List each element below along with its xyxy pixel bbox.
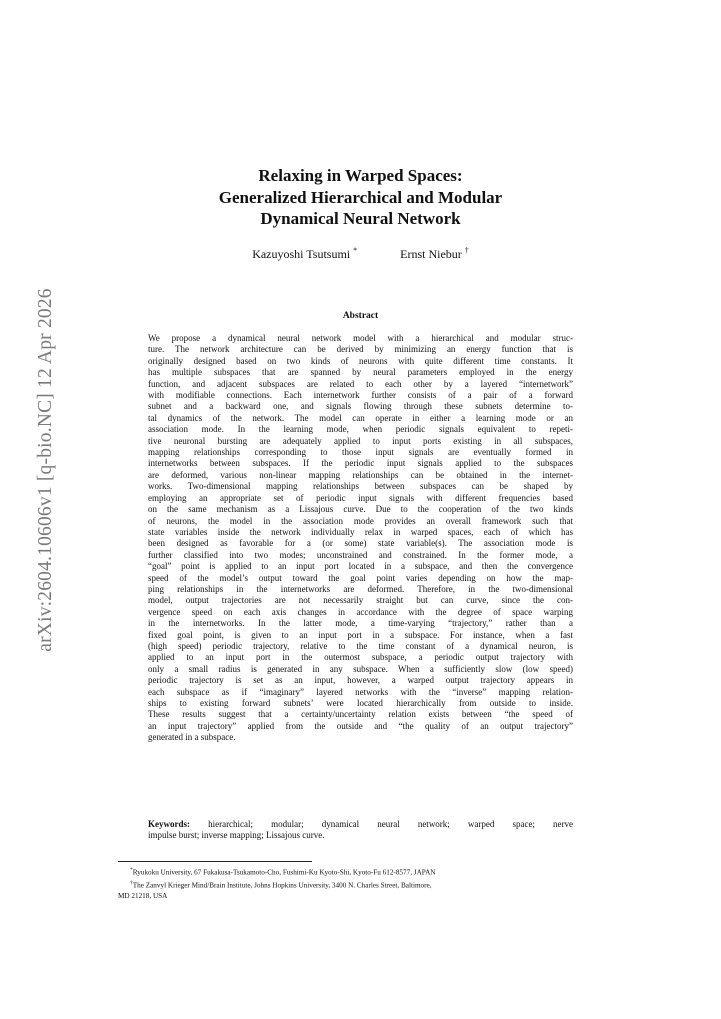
arxiv-identifier-stamp: arXiv:2604.10606v1 [q-bio.NC] 12 Apr 2026: [35, 288, 56, 652]
abstract-line: model, output trajectories are not necessarily straight but can curve, since the con-: [148, 595, 573, 606]
abstract-line: only a small radius is generated in any subspace. When a sufficiently slow (low speed): [148, 663, 573, 674]
keywords-line: impulse burst; inverse mapping; Lissajous curve.: [148, 830, 325, 841]
keywords-block: [148, 819, 573, 842]
author-footnote-mark: †: [464, 246, 469, 255]
footnote-affiliation: [118, 865, 603, 878]
abstract-line: These results suggest that a certainty/uncertainty relation exists between “the speed of: [148, 709, 573, 720]
title-line: Dynamical Neural Network: [260, 209, 461, 228]
abstract-line: an input trajectory” applied from the outside and “the quality of an output trajectory”: [148, 720, 573, 731]
title-line: Generalized Hierarchical and Modular: [218, 187, 503, 207]
footnote-affiliation: [118, 878, 603, 891]
abstract-line: function, and adjacent subspaces are related to each other by a layered “internetwork”: [148, 378, 573, 389]
abstract-line: works. Two-dimensional mapping relationships between subspaces can be shaped by: [148, 481, 573, 492]
author: [400, 246, 469, 262]
abstract-line: fixed goal point, is given to an input port in a subspace. For instance, when a fast: [148, 629, 573, 640]
abstract-line: originally designed based on two kinds of neurons with quite different time constants. It: [148, 355, 573, 366]
footnote-text: Ryukoku University, 67 Fukakusa-Tsukamoto-Cho, Fushimi-Ku Kyoto-Shi, Kyoto-Fu 612-8577, JAPAN: [132, 868, 436, 877]
keywords-text: hierarchical; modular; dynamical neural network; warped space; nerve: [208, 819, 573, 829]
abstract-line: on the same mechanism as a Lissajous curve. Due to the cooperation of the two kinds: [148, 504, 573, 515]
abstract-line: ping relationships in the internetworks are deformed. Therefore, in the two-dimensional: [148, 583, 573, 594]
author-name: Kazuyoshi Tsutsumi: [252, 247, 351, 261]
abstract-line: ships to existing forward subnets’ were located hierarchically from outside to inside.: [148, 698, 573, 708]
abstract-line: speed of the model’s output toward the goal point varies depending on how the map-: [148, 572, 573, 583]
abstract-line: of neurons, the model in the association mode provides an overall framework such that: [148, 515, 573, 526]
abstract-line: tal dynamics of the network. The model can operate in either a learning mode or an: [148, 412, 573, 423]
title-line: Relaxing in Warped Spaces:: [258, 166, 463, 185]
keywords-label: Keywords:: [148, 819, 190, 829]
footnote-text: The Zanvyl Krieger Mind/Brain Institute, Johns Hopkins University, 3400 N. Charles Street, Baltimore,: [132, 881, 432, 890]
abstract-line: “goal” point is applied to an input port located in a subspace, and then the convergence: [148, 561, 573, 572]
footnote-continuation: MD 21218, USA: [118, 891, 168, 900]
footnote-mark: *: [130, 867, 133, 873]
abstract-line: generated in a subspace.: [148, 732, 236, 743]
abstract-line: ture. The network architecture can be derived by minimizing an energy function that is: [148, 344, 573, 355]
abstract-line: employing an appropriate set of periodic input signals with different frequencies based: [148, 492, 573, 503]
author-name: Ernst Niebur: [400, 247, 462, 261]
abstract-line: association mode. In the learning mode, when periodic signals equivalent to repeti-: [148, 424, 573, 435]
abstract-heading: Abstract: [342, 311, 379, 321]
footnote-rule: [118, 861, 312, 862]
keywords-line: [148, 819, 573, 830]
abstract-body: [148, 333, 573, 744]
abstract-line: has multiple subspaces that are spanned by neural parameters employed in the energy: [148, 367, 573, 378]
abstract-line: internetworks between subspaces. If the periodic input signals applied to the subspaces: [148, 458, 573, 469]
abstract-line: subnet and a backward one, and signals flowing through these subnets determine to-: [148, 401, 573, 412]
abstract-line: applied to an input port in the outermost subspace, a periodic output trajectory with: [148, 652, 573, 663]
abstract-line: vergence speed on each axis changes in accordance with the degree of space warping: [148, 606, 573, 617]
author: [252, 246, 357, 262]
author-list: [0, 246, 721, 262]
abstract-line: We propose a dynamical neural network model with a hierarchical and modular struc-: [148, 333, 573, 343]
footnotes: [118, 865, 603, 901]
abstract-line: each subspace as if “imaginary” layered networks with the “inverse” mapping relation-: [148, 686, 573, 697]
abstract-line: been designed as favorable for a (or some) state variable(s). The association mode is: [148, 538, 573, 549]
abstract-line: tive neuronal bursting are adequately applied to input ports existing in all subspaces,: [148, 435, 573, 446]
footnote-mark: †: [130, 879, 133, 886]
abstract-line: are deformed, various non-linear mapping relationships can be obtained in the internet-: [148, 469, 573, 480]
abstract-line: with modifiable connections. Each internetwork further consists of a pair of a forward: [148, 390, 573, 401]
author-footnote-mark: *: [353, 246, 358, 255]
abstract-line: further classified into two modes; unconstrained and constrained. In the former mode, a: [148, 549, 573, 560]
paper-title: [160, 165, 561, 230]
abstract-line: state variables inside the network individually relax in warped spaces, each of which has: [148, 526, 573, 537]
abstract-line: mapping relationships corresponding to those input signals are eventually formed in: [148, 447, 573, 458]
abstract-line: (high speed) periodic trajectory, relative to the time constant of a dynamical neuron, is: [148, 640, 573, 651]
abstract-line: periodic trajectory is set as an input, however, a warped output trajectory appears in: [148, 675, 573, 686]
abstract-line: in the internetworks. In the latter mode, a time-varying “trajectory,” rather than a: [148, 618, 573, 629]
